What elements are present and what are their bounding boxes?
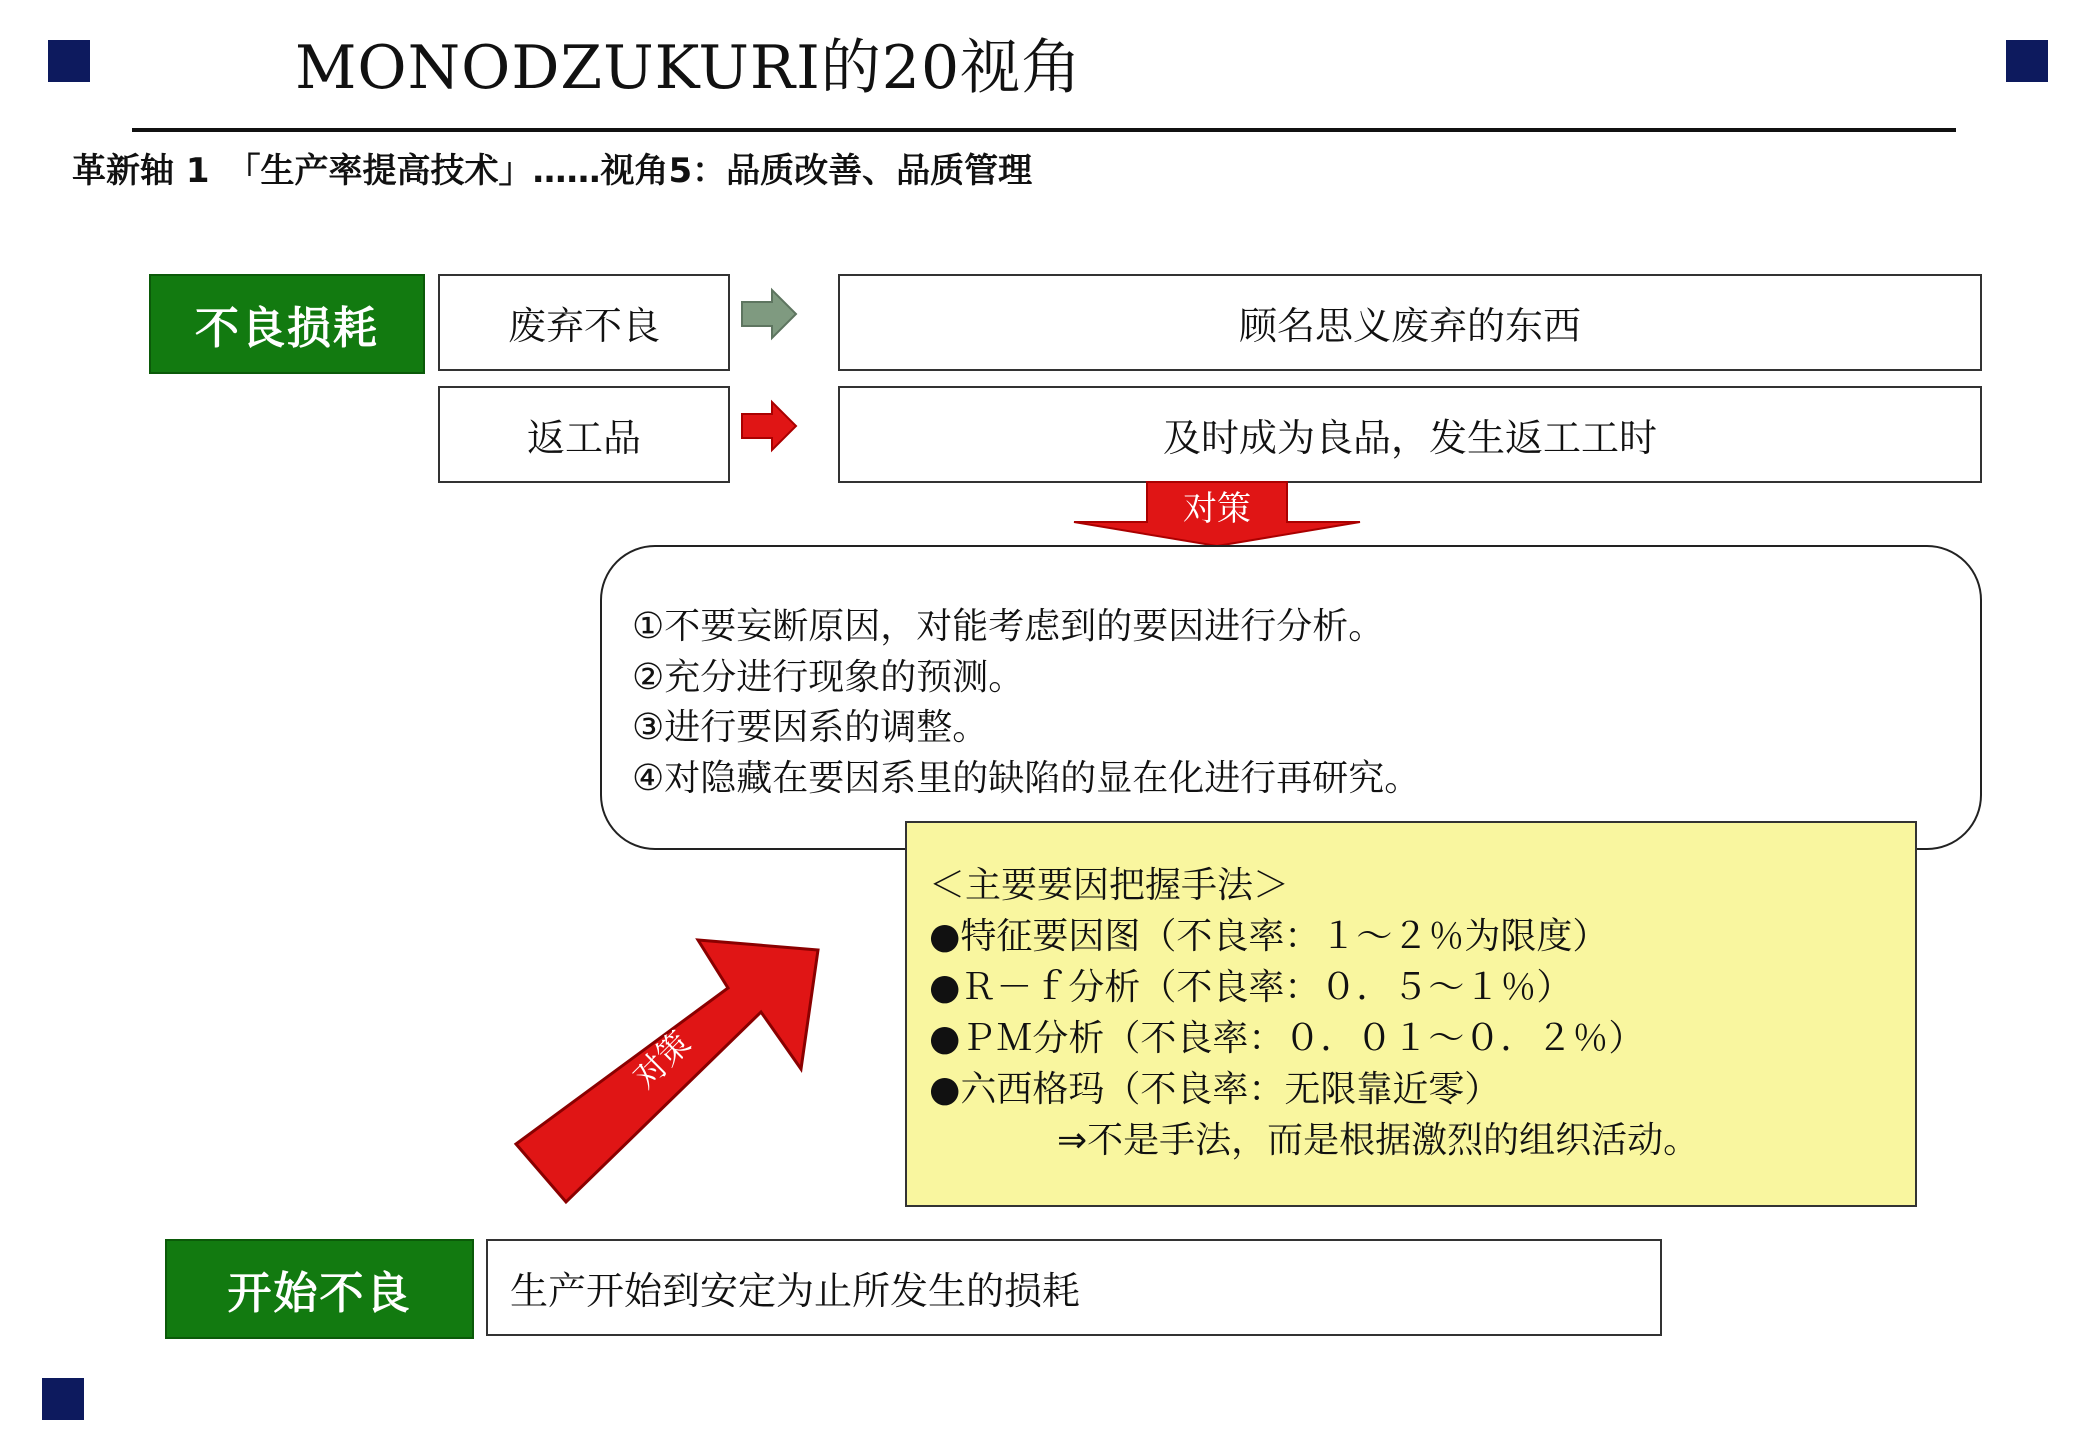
loss-description-scrap: 顾名思义废弃的东西 (838, 274, 1982, 371)
loss-description-rework: 及时成为良品，发生返工工时 (838, 386, 1982, 483)
countermeasure-item: ①不要妄断原因，对能考虑到的要因进行分析。 (632, 606, 1385, 647)
countermeasure-item: ③进行要因系的调整。 (632, 707, 989, 748)
method-item: ●Ｒ－ｆ分析（不良率：０．５～１％） (929, 967, 1573, 1008)
loss-item-rework: 返工品 (438, 386, 730, 483)
countermeasure-item: ④对隐藏在要因系里的缺陷的显在化进行再研究。 (632, 758, 1421, 799)
page-subtitle: 革新轴 1 「生产率提高技术」……视角5：品质改善、品质管理 (72, 151, 1033, 191)
method-item: ●六西格玛（不良率：无限靠近零） (929, 1069, 1501, 1110)
loss-label: 不良损耗 (149, 274, 425, 374)
method-item: ●ＰＭ分析（不良率：０．０１～０．２％） (929, 1018, 1645, 1059)
countermeasure-item: ②充分进行现象的预测。 (632, 657, 1025, 698)
arrow-diagonal-label: 对策 (625, 1023, 699, 1097)
countermeasure-label: 对策 (1183, 489, 1251, 529)
startup-label: 开始不良 (165, 1239, 474, 1339)
methods-heading: ＜主要要因把握手法＞ (929, 865, 1290, 906)
startup-description: 生产开始到安定为止所发生的损耗 (486, 1239, 1662, 1336)
method-item: ●特征要因图（不良率：１～２％为限度） (929, 916, 1609, 957)
methods-note: ⇒不是手法，而是根据激烈的组织活动。 (1057, 1120, 1700, 1161)
page-title: MONODZUKURI的20视角 (295, 33, 1083, 103)
loss-item-scrap: 废弃不良 (438, 274, 730, 371)
